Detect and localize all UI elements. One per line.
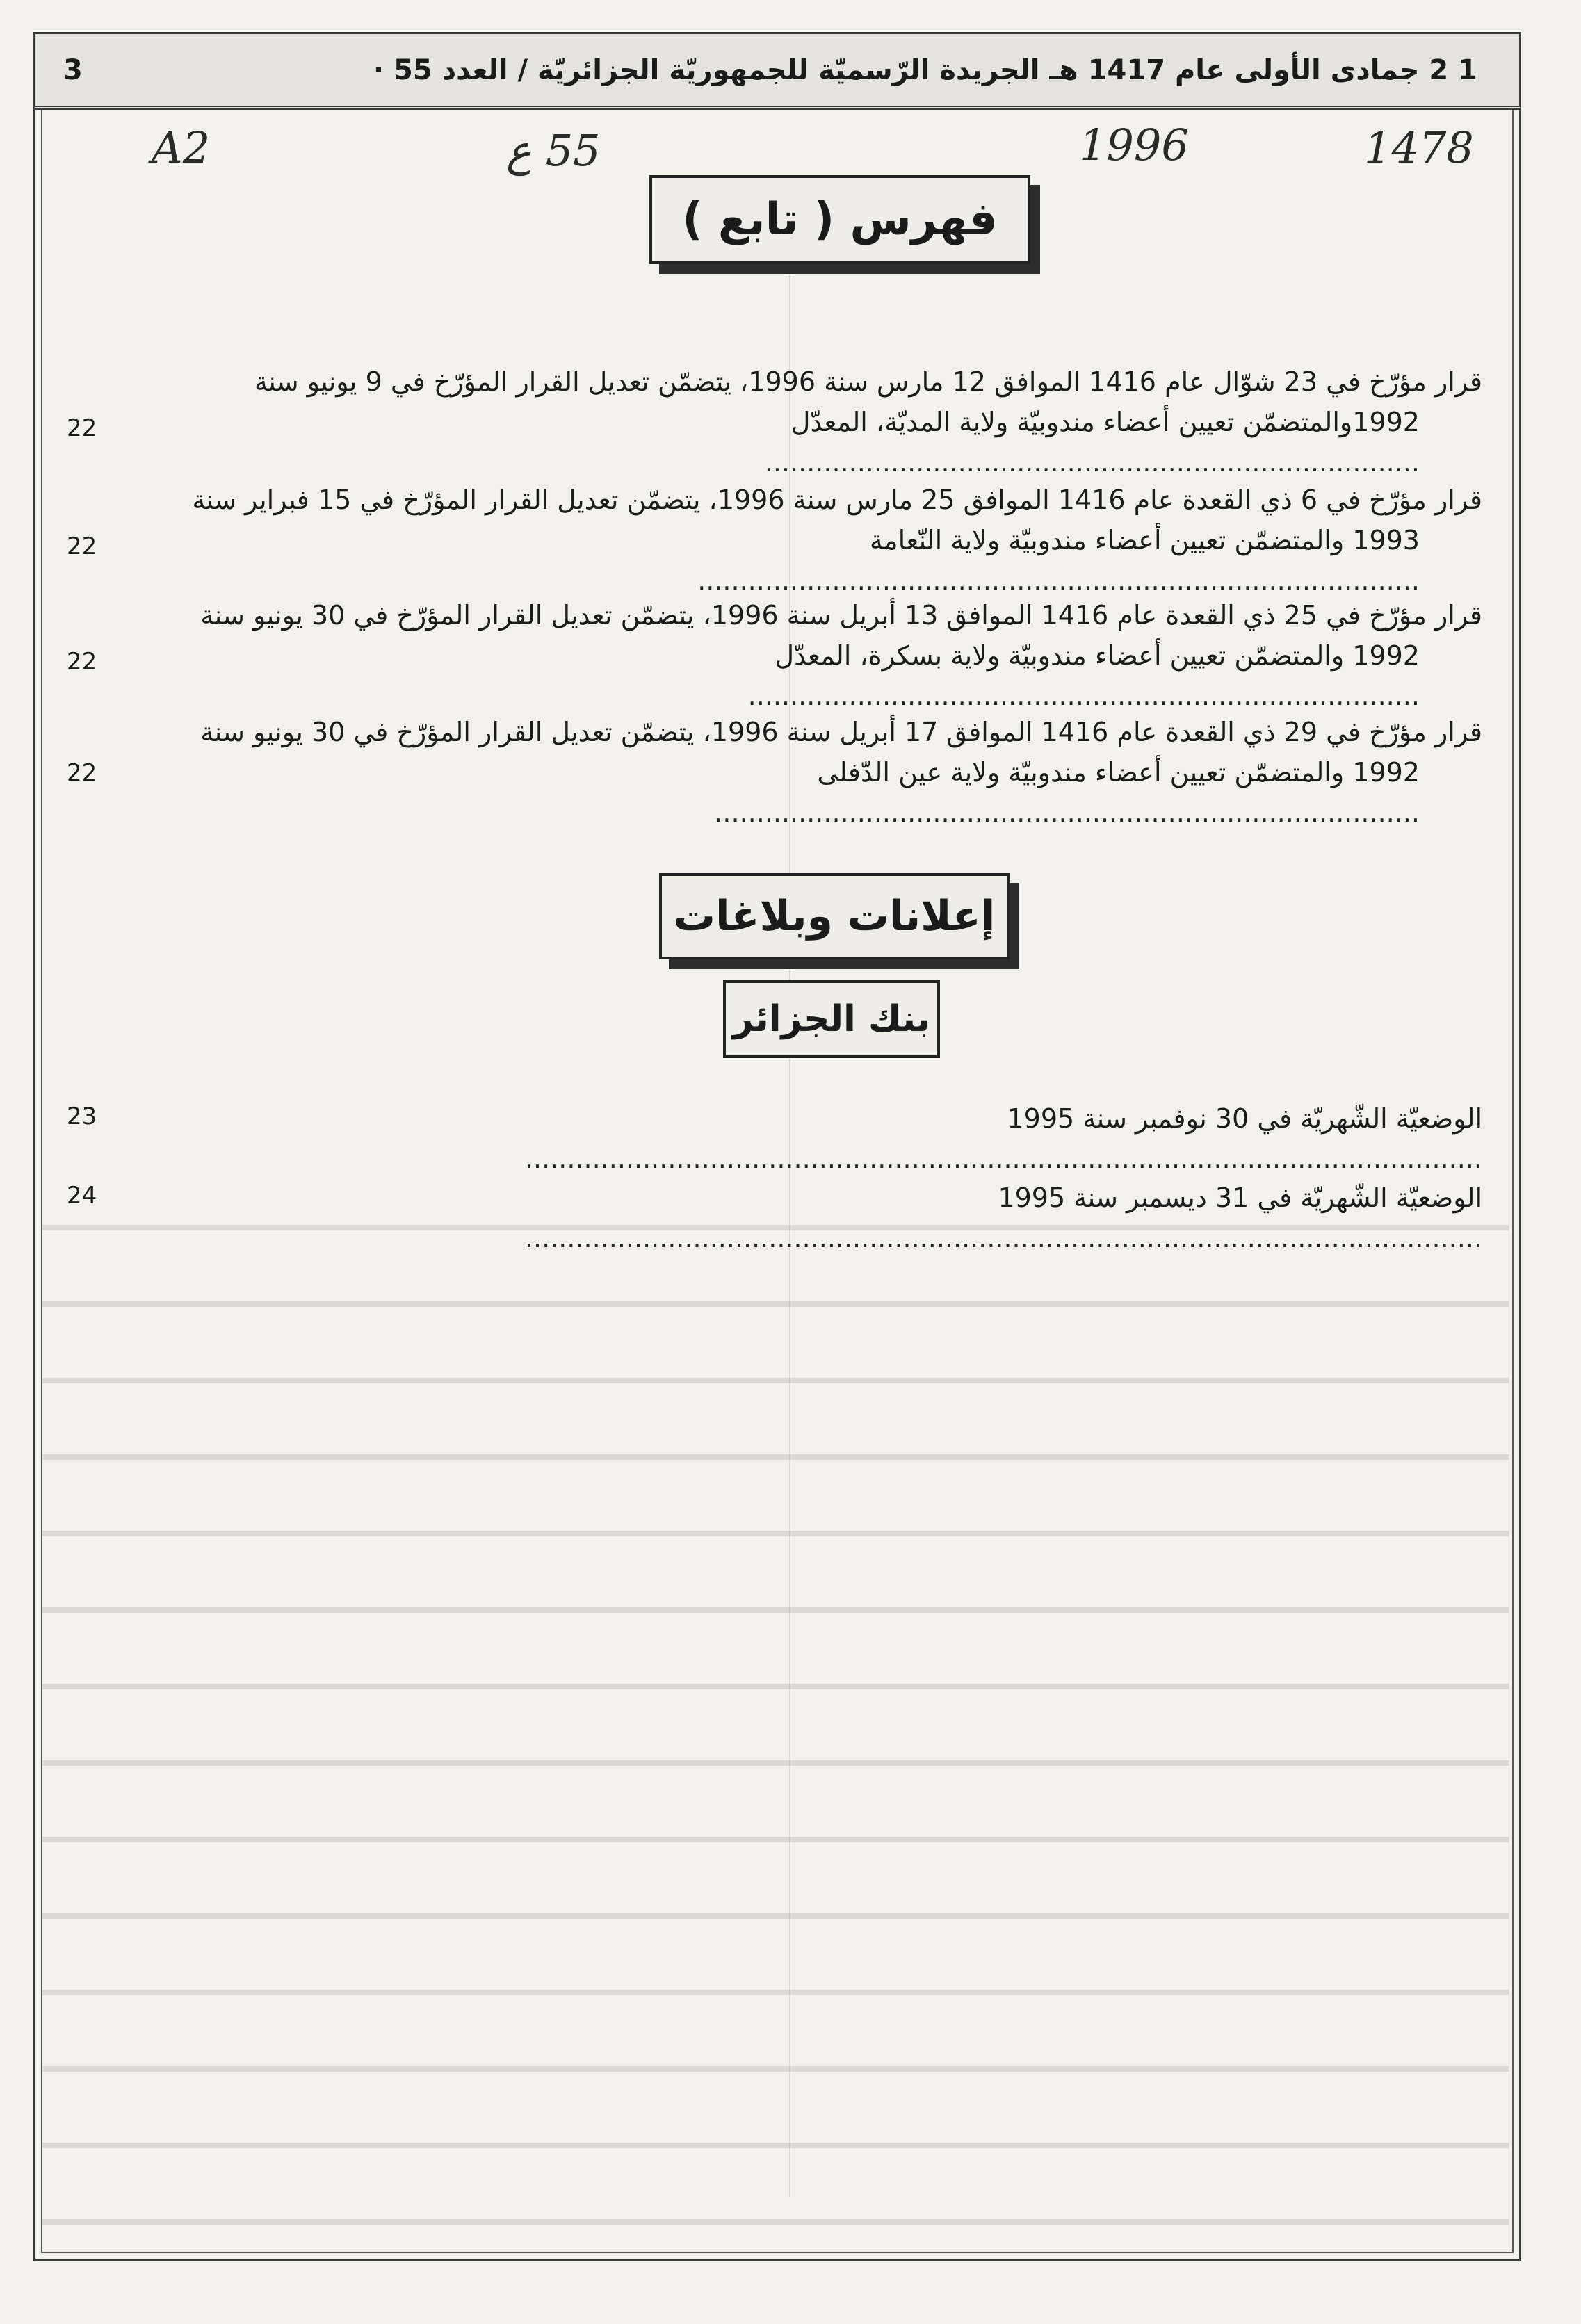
leader-dots: .................................................................................................................. [524, 1223, 1482, 1253]
toc-entry-line1: قرار مؤرّخ في 25 ذي القعدة عام 1416 الموافق 13 أبريل سنة 1996، يتضمّن تعديل القرار المؤرّخ في 30 يونيو سنة [200, 600, 1482, 631]
toc-entry-text [157, 595, 1482, 716]
announcement-entry-text [157, 1098, 1482, 1179]
announcement-entry[interactable] [67, 1098, 1520, 1174]
toc-entry-line2: 1992والمتضمّن تعيين أعضاء مندوبيّة ولاية المديّة، المعدّل [790, 407, 1420, 437]
announcement-entry-label: الوضعيّة الشّهريّة في 31 ديسمبر سنة 1995 [998, 1183, 1482, 1213]
toc-entry-page: 22 [67, 414, 97, 442]
running-header [33, 32, 1521, 110]
handwritten-code: 55 ع [506, 125, 601, 176]
toc-title: فهرس ( تابع ) [649, 175, 1030, 264]
leader-dots: ................................................................................ [747, 681, 1420, 711]
toc-entry[interactable] [67, 712, 1520, 828]
announcement-entry-text [157, 1178, 1482, 1258]
bank-of-algeria-title: بنك الجزائر [723, 980, 940, 1058]
leader-dots: ...................................................................................... [697, 565, 1420, 596]
toc-entry-text [157, 361, 1482, 482]
toc-entry-page: 22 [67, 533, 97, 560]
toc-entry-text [157, 712, 1482, 833]
toc-entry-line2: 1993 والمتضمّن تعيين أعضاء مندوبيّة ولاية النّعامة [869, 525, 1420, 555]
handwritten-number: 1478 [1364, 122, 1474, 173]
announcement-entry[interactable] [67, 1178, 1520, 1253]
leader-dots: .................................................................................................................. [524, 1144, 1482, 1174]
handwritten-year: 1996 [1079, 120, 1189, 170]
toc-entry-line1: قرار مؤرّخ في 6 ذي القعدة عام 1416 الموافق 25 مارس سنة 1996، يتضمّن تعديل القرار المؤرّخ في 15 فبراير سنة [192, 485, 1482, 515]
leader-dots: .............................................................................. [764, 447, 1420, 478]
announcements-title: إعلانات وبلاغات [659, 873, 1010, 959]
toc-entry-line2: 1992 والمتضمّن تعيين أعضاء مندوبيّة ولاية عين الدّفلى [817, 757, 1420, 788]
toc-entry[interactable] [67, 480, 1520, 596]
announcement-entry-page: 24 [67, 1182, 97, 1210]
toc-entry-page: 22 [67, 648, 97, 676]
toc-entry-line1: قرار مؤرّخ في 23 شوّال عام 1416 الموافق 12 مارس سنة 1996، يتضمّن تعديل القرار المؤرّخ في 9 يونيو سنة [254, 366, 1482, 397]
page-number: 3 [63, 54, 83, 86]
header-title: 1 2 جمادى الأولى عام 1417 هـ الجريدة الرّسميّة للجمهوريّة الجزائريّة / العدد 55 · [373, 54, 1477, 86]
toc-entry[interactable] [67, 361, 1520, 478]
toc-entry-page: 22 [67, 759, 97, 787]
announcement-entry-label: الوضعيّة الشّهريّة في 30 نوفمبر سنة 1995 [1007, 1103, 1482, 1134]
announcement-entry-page: 23 [67, 1103, 97, 1130]
toc-entry[interactable] [67, 595, 1520, 711]
toc-entry-text [157, 480, 1482, 601]
toc-entry-line1: قرار مؤرّخ في 29 ذي القعدة عام 1416 الموافق 17 أبريل سنة 1996، يتضمّن تعديل القرار المؤرّخ في 30 يونيو سنة [200, 717, 1482, 747]
handwritten-left-mark: A2 [152, 122, 211, 173]
leader-dots: .................................................................................... [714, 797, 1420, 828]
toc-entry-line2: 1992 والمتضمّن تعيين أعضاء مندوبيّة ولاية بسكرة، المعدّل [775, 640, 1420, 671]
